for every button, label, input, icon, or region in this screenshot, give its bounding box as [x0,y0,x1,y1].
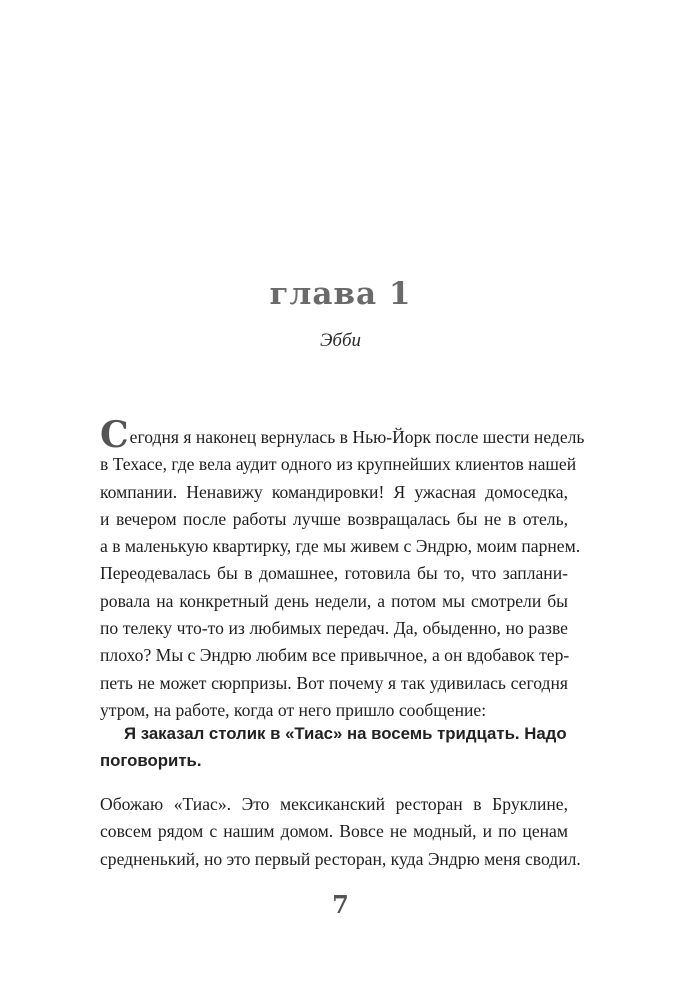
drop-cap: С [100,414,129,456]
paragraph-1-line: компании. Ненавижу командировки! Я ужасная домоседка, [100,481,568,502]
message-quote [100,720,568,774]
paragraph-2-line: совсем рядом с нашим домом. Вовсе не модный, и по ценам [100,821,568,842]
message-line: Я заказал столик в «Тиас» на восемь тридцать. Надо [124,724,567,743]
paragraph-1-line: и вечером после работы лучше возвращалась бы не в отель, [100,508,568,529]
paragraph-1 [100,414,585,724]
chapter-subtitle: Эбби [319,330,362,351]
paragraph-1-line-text: егодня я наконец вернулась в Нью-Йорк после шести недель [129,427,585,447]
paragraph-1-line: по телеку что-то из любимых передач. Да, обыденно, но разве [100,618,568,639]
paragraph-1-line: утром, на работе, когда от него пришло сообщение: [100,699,487,720]
paragraph-1-line: а в маленькую квартирку, где мы живем с Эндрю, моим парнем. [100,536,581,557]
chapter-title: глава 1 [269,276,412,312]
paragraph-1-line: Переодевалась бы в домашнее, готовила бы то, что заплани- [100,563,568,584]
paragraph-1-line: петь не может сюрпризы. Вот почему я так удивилась сегодня [100,672,568,693]
paragraph-1-line: плохо? Мы с Эндрю любим все привычное, а он вдобавок тер- [100,645,570,666]
paragraph-2 [100,791,581,873]
paragraph-2-line: Обожаю «Тиас». Это мексиканский ресторан в Бруклине, [100,794,568,814]
paragraph-1-line: в Техасе, где вела аудит одного из крупнейших клиентов нашей [100,454,577,475]
paragraph-1-line: ровала на конкретный день недели, а потом мы смотрели бы [100,590,568,611]
paragraph-2-line: средненький, но это первый ресторан, куда Эндрю меня сводил. [100,848,581,869]
page-number: 7 [332,890,349,919]
paragraph-1-line [100,414,585,456]
message-line: поговорить. [100,751,202,770]
